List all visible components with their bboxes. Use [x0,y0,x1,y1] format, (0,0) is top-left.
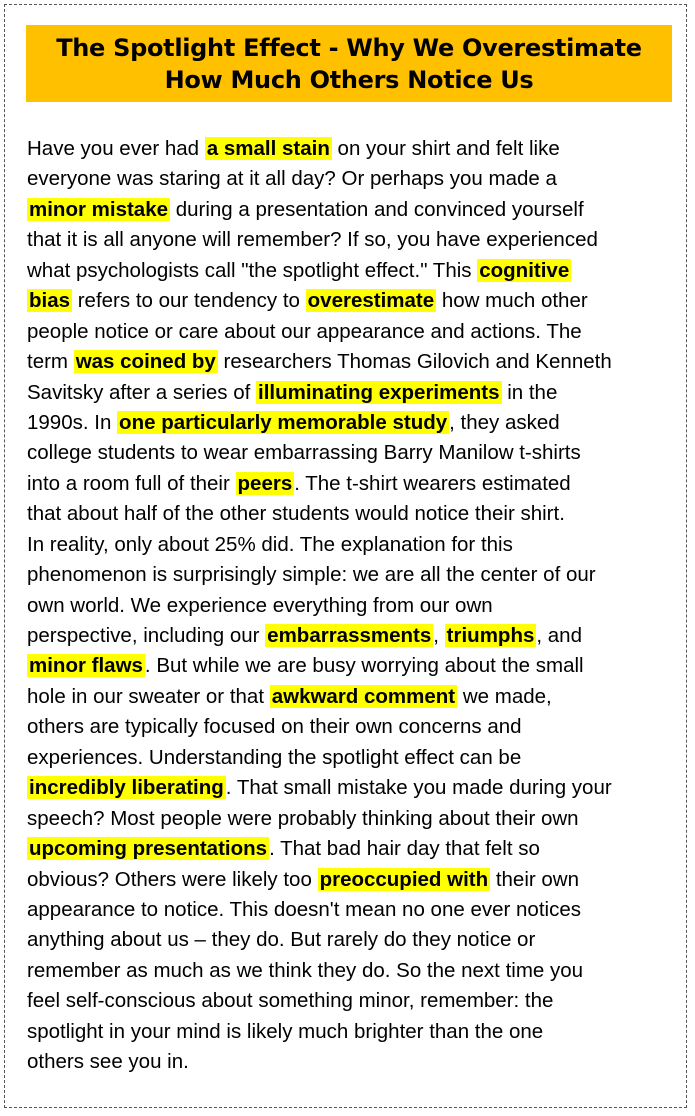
text-segment: experiences. Understanding the spotlight effect can be [27,745,522,769]
highlighted-phrase: minor flaws [29,654,143,678]
text-line [27,773,673,803]
text-segment: how much other [436,289,588,313]
text-segment: anything about us – they do. But rarely do they notice or [27,928,536,952]
text-segment: 1990s. In [27,410,118,434]
highlighted-phrase: incredibly liberating [29,776,224,800]
highlighted-phrase: triumphs [446,624,535,647]
text-segment: we made, [457,684,552,708]
text-segment: . The t-shirt wearers estimated [294,471,571,495]
text-line [27,804,673,834]
article-body [27,134,673,1078]
text-segment: feel self-conscious about something minor, remember: the [27,989,554,1013]
highlighted-phrase: embarrassments [267,624,432,647]
text-segment: that about half of the other students would notice their shirt. [27,502,565,526]
text-segment: others see you in. [27,1050,189,1074]
text-segment: what psychologists call "the spotlight effect." This [27,258,478,282]
text-segment: perspective, including our [27,624,266,647]
text-segment: remember as much as we think they do. So the next time you [27,958,584,982]
text-segment: In reality, only about 25% did. The explanation for this [27,532,513,556]
text-segment: . That small mistake you made during your [225,776,612,800]
text-line [27,560,673,590]
text-segment: during a presentation and convinced yourself [170,197,584,221]
text-segment: Have you ever had [27,137,205,160]
text-segment: own world. We experience everything from our own [27,593,493,617]
text-line [27,895,673,925]
text-segment: . But while we are busy worrying about the small [144,654,584,678]
highlighted-phrase: awkward comment [271,684,456,708]
text-segment: , [433,624,445,647]
title-banner [26,25,672,102]
text-line [27,1047,673,1077]
text-segment: , and [536,624,582,647]
text-segment: everyone was staring at it all day? Or perhaps you made a [27,167,557,191]
title-line-2: How Much Others Notice Us [164,65,534,94]
text-line [27,469,673,499]
text-segment: . That bad hair day that felt so [269,837,540,861]
text-line [27,1017,673,1047]
text-line [27,317,673,347]
text-segment: that it is all anyone will remember? If so, you have experienced [27,228,598,252]
highlighted-phrase: one particularly memorable study [119,410,448,434]
text-segment: speech? Most people were probably thinking about their own [27,806,579,830]
text-segment: obvious? Others were likely too [27,867,318,891]
highlighted-phrase: preoccupied with [319,867,489,891]
title-line-1: The Spotlight Effect - Why We Overestimate [56,33,642,62]
text-segment: , they asked [449,410,560,434]
text-segment: on your shirt and felt like [331,137,560,160]
text-line [27,530,673,560]
highlighted-phrase: was coined by [75,350,216,374]
text-line [27,499,673,529]
text-line [27,591,673,621]
text-line [27,164,673,194]
text-line [27,743,673,773]
highlighted-phrase: overestimate [307,289,435,313]
text-line [27,956,673,986]
text-line [27,682,673,712]
text-segment: Savitsky after a series of [27,380,257,404]
text-line [27,347,673,377]
text-line [27,712,673,742]
text-line [27,986,673,1016]
text-segment: college students to wear embarrassing Barry Manilow t-shirts [27,441,581,465]
highlighted-phrase: minor mistake [29,197,168,221]
text-segment: term [27,350,74,374]
text-segment: phenomenon is surprisingly simple: we are all the center of our [27,563,596,587]
text-line [27,378,673,408]
highlighted-phrase: bias [29,289,71,313]
text-line [27,256,673,286]
text-line [27,621,673,651]
text-line [27,834,673,864]
text-segment: others are typically focused on their own concerns and [27,715,522,739]
text-line [27,438,673,468]
highlighted-phrase: a small stain [206,137,330,160]
text-segment: refers to our tendency to [72,289,306,313]
text-segment: their own [490,867,580,891]
text-line [27,925,673,955]
text-segment: hole in our sweater or that [27,684,270,708]
text-line [27,195,673,225]
text-line [27,408,673,438]
text-line [27,286,673,316]
text-line [27,651,673,681]
text-segment: in the [501,380,558,404]
highlighted-phrase: peers [237,471,293,495]
text-line [27,134,673,164]
text-segment: appearance to notice. This doesn't mean no one ever notices [27,897,581,921]
text-segment: into a room full of their [27,471,236,495]
text-segment: people notice or care about our appearance and actions. The [27,319,582,343]
text-segment: researchers Thomas Gilovich and Kenneth [217,350,612,374]
text-line [27,225,673,255]
highlighted-phrase: upcoming presentations [29,837,268,861]
text-segment: spotlight in your mind is likely much brighter than the one [27,1019,544,1043]
text-line [27,865,673,895]
highlighted-phrase: illuminating experiments [258,380,500,404]
highlighted-phrase: cognitive [479,258,570,282]
